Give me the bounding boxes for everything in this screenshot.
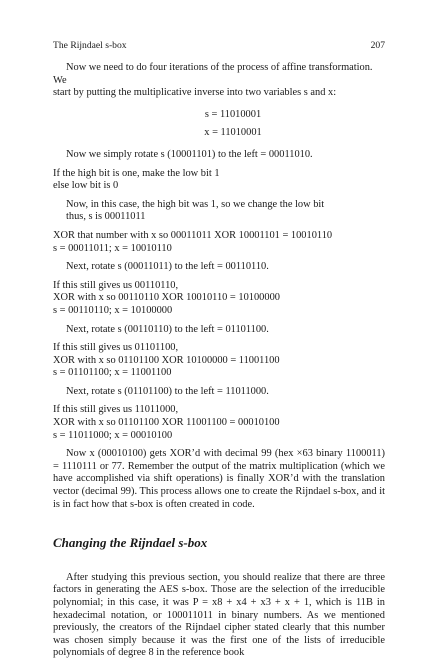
equation-x: x = 11010001 [204, 127, 262, 139]
still-line-3: If this still gives us 01101100, [53, 342, 179, 354]
assignment-2: s = 00110110; x = 10100000 [53, 304, 173, 316]
running-title: The Rijndael s-box [53, 40, 127, 51]
section-heading: Changing the Rijndael s-box [53, 535, 208, 551]
page-body [53, 62, 385, 660]
rotate-step-3: Next, rotate s (00110110) to the left = 01101100. [66, 323, 269, 335]
xor-step-4: XOR with x so 01101100 XOR 11001100 = 00010100 [53, 417, 280, 429]
final-paragraph: Now x (00010100) gets XOR’d with decimal 99 (hex ×63 binary 1100011) = 1110111 or 77. Remember the output of the matrix multiplication (which we have accomplished via shift operations) is finally XOR’d with the translation vector (decimal 99). This process allows one to create the Rijndael s-box, and it is in fact how that s-box is often created in code. [53, 448, 385, 510]
rule-line-1: If the high bit is one, make the low bit 1 [53, 167, 220, 179]
still-line-2: If this still gives us 00110110, [53, 279, 179, 291]
equation-s: s = 11010001 [204, 108, 262, 120]
page-number: 207 [370, 40, 385, 51]
assignment-1: s = 00011011; x = 10010110 [53, 242, 172, 254]
intro-line-2: start by putting the multiplicative inverse into two variables s and x: [53, 87, 337, 99]
xor-step-2: XOR with x so 00110110 XOR 10010110 = 10100000 [53, 292, 280, 304]
section-paragraph: After studying this previous section, you should realize that there are three factors in generating the AES s-box. Those are the selection of the irreducible polynomial; in this case, it was P = x8 + x4 + x3 + x + 1, which is 11B in hexadecimal notation, or 100011011 in binary numbers. As we mentioned previously, the creators of the Rijndael cipher stated clearly that this number was chosen simply because it was the first one of the lists of irreducible polynomials of degree 8 in the reference book [53, 571, 385, 659]
case-line-2: thus, s is 00011011 [66, 211, 146, 223]
xor-step-3: XOR with x so 01101100 XOR 10100000 = 11001100 [53, 354, 280, 366]
running-header [53, 40, 385, 54]
assignment-3: s = 01101100; x = 11001100 [53, 367, 172, 379]
rotate-step-4: Next, rotate s (01101100) to the left = 11011000. [66, 385, 269, 397]
xor-step-1: XOR that number with x so 00011011 XOR 10001101 = 10010110 [53, 229, 333, 241]
rotate-step-2: Next, rotate s (00011011) to the left = 00110110. [66, 261, 269, 273]
case-line-1: Now, in this case, the high bit was 1, so we change the low bit [66, 198, 325, 210]
intro-line-1: Now we need to do four iterations of the process of affine transformation. We [53, 62, 373, 86]
assignment-4: s = 11011000; x = 00010100 [53, 429, 173, 441]
rotate-step-1: Now we simply rotate s (10001101) to the left = 00011010. [66, 148, 313, 160]
still-line-4: If this still gives us 11011000, [53, 404, 179, 416]
rule-line-2: else low bit is 0 [53, 180, 119, 192]
